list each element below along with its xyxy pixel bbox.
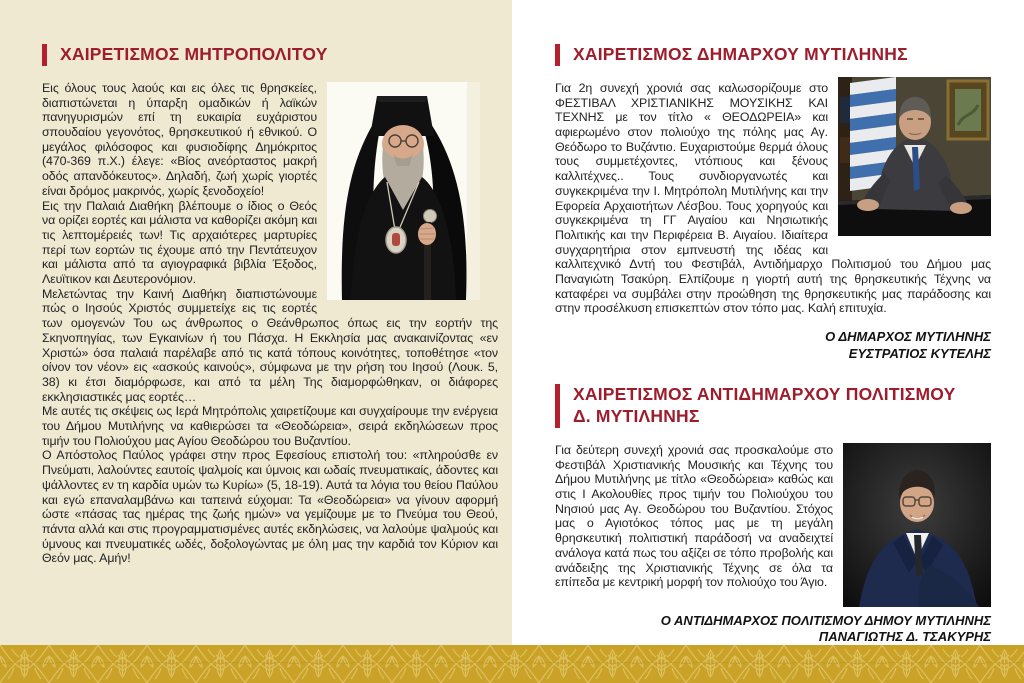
metropolitan-portrait-illustration (327, 82, 480, 300)
greeting-paragraph: Εις την Παλαιά Διαθήκη βλέπουμε ο ίδιος ο Θεός να ορίζει εορτές και μάλιστα να καθορίζει ακόμη και τις λεπτομέρειές των! Τις αρχαιότερες μαρτυρίες περί των εορτών τις έχουμε από την Πεντάτευχον και μάλιστα από τα αγιογραφικά βιβλία Έξοδος, Λευϊτικον και Δευτερονόμιον. (42, 198, 317, 287)
signature-line: Ο ΑΝΤΙΔΗΜΑΡΧΟΣ ΠΟΛΙΤΙΣΜΟΥ ΔΗΜΟΥ ΜΥΤΙΛΗΝΗΣ (660, 612, 991, 628)
greeting-paragraph: Για 2η συνεχή χρονιά σας καλωσορίζουμε στο ΦΕΣΤΙΒΑΛ ΧΡΙΣΤΙΑΝΙΚΗΣ ΜΟΥΣΙΚΗΣ ΚΑΙ ΤΕΧΝΗΣ με τον τίτλο « ΘΕΟΔΩΡΕΙΑ» και αφιερωμένο στον πολιούχο της πόλης μας Αγ. Θεόδωρο το Βυζάντιο. Ευχαριστούμε θερμά όλους τους συμμετέχοντες, ντόπιους και ξένους καλλιτέχνες.. Τους συνδιοργανωτές και συγκεκριμένα την Ι. Μητρόπολη Μυτιλήνης και την Εφορεία Αρχαιοτήτων Λέσβου. Τους χορηγούς και συγκεκριμένα τη ΓΓ Αιγαίου και Νησιωτικής Πολιτικής και την Περιφέρεια Β. Αιγαίου. Ιδιαίτερα συγχαρητήρια στον εμπνευστή της ιδέας και καλλιτεχνικό Δντή του Φεστιβάλ, Αντιδήμαρχο Πολιτισμού του Δήμου μας Παναγιώτη Τσακύρη. Ελπίζουμε η γιορτή αυτή της θρησκευτικής Τέχνης να καταφέρει να συμβάλει στην προώθηση της θρησκευτικής μας παράδοσης και στην προσέλκυση επισκεπτών στον τόπο μας. Καλή επιτυχία. (555, 80, 991, 316)
mayor-greeting-body (555, 81, 991, 316)
mayor-signature (555, 329, 991, 362)
mayor-portrait-illustration (838, 77, 991, 236)
greeting-paragraph: Ο Απόστολος Παύλος γράφει στην προς Εφεσίους επιστολή του: «πληρούσθε εν Πνεύματι, λαλούντες εαυτοίς ψαλμοίς και ύμνοις και ωδαίς πνευματικαίς, άδοντες και ψάλλοντες εν τη καρδία υμών τω Κυρίω» (5, 18-19). Αυτά τα λόγια του θείου Παύλου και εγώ επαναλαμβάνω και ταπεινά εύχομαι: Τα «Θεοδώρεια» να γίνουν αφορμή ώστε «πάσας τας ημέρας της ζωής ημών» να γεμίζουμε με το Πνεύμα του Θεού, πάντα αλλά και στις προγραμματισμένες αυτές εκδηλώσεις, να λαλούμε ψαλμούς και ύμνους και πνευματικές ωδές, δοξολογώντας με όλη μας την καρδιά τον Κύριον και Θεόν μας. Αμήν! (42, 448, 498, 566)
ornamental-footer-band (0, 645, 1024, 683)
signature-line: Ο ΔΗΜΑΡΧΟΣ ΜΥΤΙΛΗΝΗΣ (825, 329, 991, 345)
greeting-paragraph: Μελετώντας την Καινή Διαθήκη διαπιστώνουμε πώς ο Ιησούς Χριστός συμμετείχε εις τις εορτές των ομογενών Του ως άνθρωπος ο Θεάνθρωπος όπως εις την εορτήν της Σκηνοπηγίας, των Εγκαινίων ή του Πάσχα. Η Εκκλησία μας ανακαινίζοντας «εν Χριστώ» όσα παλαιά παρέλαβε από τις κατά τόπους κοινότητες, τοποθέτησε «τον οίνον τον νέον» εις «ασκούς καινούς», σύμφωνα με την ρήση του Ιησού (Λουκ. 5, 38) κι έτσι διαμόρφωσε, και από τα μέλη Της διαμορφώθηκαν, οι διάφορες εκκλησιαστικές μας εορτές… (42, 286, 498, 404)
deputy-greeting-body (555, 443, 991, 590)
deputy-mayor-photo (843, 443, 991, 607)
right-page (512, 0, 1024, 683)
signature-line: ΕΥΣΤΡΑΤΙΟΣ ΚΥΤΕΛΗΣ (848, 345, 991, 361)
section-title-text: ΧΑΙΡΕΤΙΣΜΟΣ ΔΗΜΑΡΧΟΥ ΜΥΤΙΛΗΝΗΣ (573, 44, 908, 64)
metropolitan-greeting-body (42, 81, 498, 566)
section-title-text: ΧΑΙΡΕΤΙΣΜΟΣ ΑΝΤΙΔΗΜΑΡΧΟΥ ΠΟΛΙΤΙΣΜΟΥ (573, 384, 956, 405)
deputy-portrait-illustration (843, 443, 991, 607)
deputy-title-lines (573, 384, 991, 428)
section-title-text: Δ. ΜΥΤΙΛΗΝΗΣ (573, 406, 700, 426)
greeting-paragraph: Με αυτές τις σκέψεις ως Ιερά Μητρόπολις χαιρετίζουμε και συγχαίρουμε την ενέργεια του Δήμου Μυτιλήνης να καθιερώσει τα «Θεοδώρεια», σειρά εκδηλώσεων προς τιμήν του Πολιούχου μας Αγίου Θεοδώρου του Βυζαντίου. (42, 404, 498, 448)
section-title-text: ΧΑΙΡΕΤΙΣΜΟΣ ΜΗΤΡΟΠΟΛΙΤΟΥ (60, 44, 328, 64)
metropolitan-section-title (42, 44, 498, 66)
greeting-paragraph: Εις όλους τους λαούς και εις όλες τις θρησκείες, διαπιστώνεται η ύπαρξη ομαδικών ή λαϊκών πανηγυρισμών επί τη ευκαιρία ευχάριστου σπουδαίου γεγονότος, θρησκευτικού ή εθνικού. Ο μεγάλος φιλόσοφος και φυσιοδίφης Δημόκριτος (470-369 π.Χ.) έλεγε: «Βίος ανεόρταστος μακρή οδός απανδόκευτος». Δηλαδή, ζωή χωρίς γιορτές είναι δρόμος μακρινός, χωρίς ξενοδοχείο! (42, 80, 317, 198)
mayor-section-title (555, 44, 991, 66)
greeting-paragraph: Για δεύτερη συνεχή χρονιά σας προσκαλούμε στο Φεστιβάλ Χριστιανικής Μουσικής και Τέχνης του Δήμου Μυτιλήνης με τίτλο «Θεοδώρεια» καθώς και στις Ι Ακολουθίες προς τιμήν του Πολιούχου του Νησιού μας Αγ. Θεοδώρου του Βυζαντίου. Στόχος μας ο Αγιοτόκος τόπος μας με τη μεγάλη θρησκευτική πολιτιστική παράδοσή να αναδειχτεί ανάλογα κατά πως του αξίζει σε τόπο προβολής και ανάδειξης της Χριστιανικής Τέχνης σε όλα τα επίπεδα με κεντρική μορφή τον πολιούχο του Άγιο. (555, 442, 833, 590)
signature-line: ΠΑΝΑΓΙΩΤΗΣ Δ. ΤΣΑΚΥΡΗΣ (818, 629, 991, 645)
metropolitan-photo (327, 82, 480, 300)
mayor-photo (838, 77, 991, 236)
deputy-signature (555, 613, 991, 646)
deputy-section-title (555, 384, 991, 428)
